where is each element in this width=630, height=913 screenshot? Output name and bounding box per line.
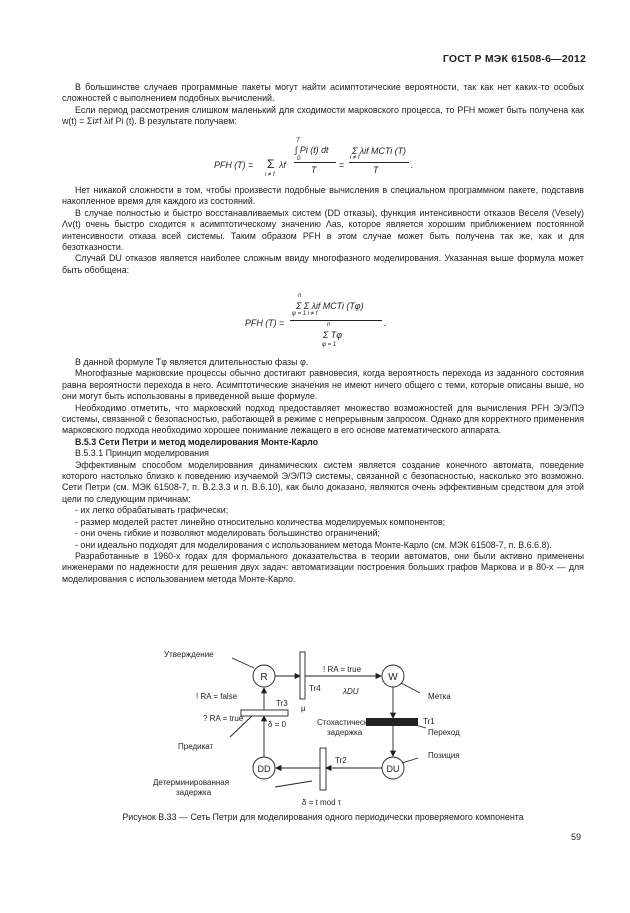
eq1-den2: T	[373, 165, 379, 175]
list-item: - они очень гибкие и позволяют моделировать большинство ограничений;	[75, 528, 381, 539]
section-heading: В.5.3 Сети Петри и метод моделирования Монте-Карло	[75, 436, 319, 447]
ra-true-q-label: ? RA = true	[203, 714, 244, 723]
eq1-sub2: i ≠ f	[350, 155, 360, 161]
paragraph: В большинстве случаев программные пакеты могут найти асимптотические вероятности, так как нет каких-то особых сложностей с выполнением подобных вычислений.	[62, 82, 584, 104]
subsection-heading: В.5.3.1 Принцип моделирования	[75, 448, 209, 459]
stoch-label-2: задержка	[327, 728, 363, 737]
eq1-lhs: PFH (T) =	[214, 160, 254, 170]
transition-tr3	[241, 710, 288, 716]
eq2-den: Σ Tφ	[323, 330, 342, 340]
statement-label: Утверждение	[164, 650, 214, 659]
lambda-du-label: λDU	[343, 687, 359, 696]
tr3-delta-label: δ = 0	[268, 720, 287, 729]
eq2-n1: n	[298, 293, 302, 299]
paragraph: Многофазные марковские процессы обычно достигают равновесия, когда вероятность перехода из заданного состояния равна вероятности перехода в него. Асимптотические значения не имеют ничего общего с теми, которые описаны выше, но они могут быть использованы в приведенной выше формуле.	[62, 368, 584, 402]
ra-true-top-label: ! RA = true	[323, 665, 362, 674]
paragraph: Случай DU отказов является наиболее сложным ввиду многофазного моделирования. Указанная выше формула может быть обобщена:	[62, 253, 584, 275]
place-du-label: DU	[386, 764, 400, 774]
paragraph: Разработанные в 1960-х годах для формального доказательства в теории автоматов, они были активно применены инженерами по надежности для решения двух задач: автоматизации построения больших графов Маркова и в 80-х — для моделирования с использованием метода Монте-Карло.	[62, 550, 584, 584]
eq1-sum: Σ	[267, 157, 275, 171]
place-w-label: W	[388, 672, 398, 683]
page-header: ГОСТ Р МЭК 61508-6—2012	[442, 53, 586, 65]
tr1-label: Tr1	[423, 717, 435, 726]
mu-label: μ	[301, 704, 306, 713]
transition-tr2	[320, 748, 326, 790]
eq2-sub2: φ = 1	[322, 342, 337, 348]
eq1-sub: i ≠ f	[265, 172, 275, 178]
paragraph: Если период рассмотрения слишком маленький для сходимости марковского процесса, то PFH может быть получена как w(t) = Σi≠f λif Pi (t). В результате получаем:	[62, 104, 584, 127]
list-item: - они идеально подходят для моделирования с использованием метода Монте-Карло (см. МЭК 61508-7, п. В.6.6.8).	[75, 539, 552, 550]
eq1-den1: T	[311, 165, 317, 175]
eq2-lhs: PFH (T) =	[245, 318, 285, 328]
ra-false-label: ! RA = false	[196, 692, 238, 701]
stoch-label: Стохастическая	[317, 718, 377, 727]
eq2-sub1: φ = 1 i ≠ f	[292, 311, 318, 317]
transition-label: Переход	[428, 728, 460, 737]
transition-tr4	[300, 652, 305, 699]
predicate-label: Предикат	[178, 742, 214, 751]
figure-caption: Рисунок В.33 — Сеть Петри для моделирования одного периодически проверяемого компонента	[122, 812, 524, 822]
list-item: - размер моделей растет линейно относительно количества моделируемых компонентов;	[75, 516, 446, 527]
page-number: 59	[570, 832, 581, 842]
eq1-int-body: ∫ Pi (t) dt	[295, 145, 329, 155]
tr3-label: Tr3	[276, 699, 288, 708]
eq1-int-top: T	[296, 137, 300, 144]
determ-label-2: задержка	[176, 788, 212, 797]
place-r-label: R	[260, 672, 268, 683]
eq1-num2: Σ λif MCTi (T)	[352, 146, 406, 156]
tr2-label: Tr2	[335, 756, 347, 765]
paragraph: Эффективным способом моделирования динамических систем является создание конечного автомата, поведение которого настолько близко к поведению изучаемой Э/Э/ПЭ системы, связанной с безопасностью, насколько это возможно. Сети Петри (см. МЭК 61508-7, п. В.2.3.3 и п. В.6.10), как было доказано, являются очень эффективным средством для этой цели по следующим причинам:	[62, 459, 584, 504]
eq1-eq: =	[339, 160, 345, 170]
eq2-num: Σ Σ λif MCTi (Tφ)	[296, 301, 364, 311]
eq1-int-low: 0	[297, 156, 301, 162]
eq2-n2: n	[327, 322, 331, 328]
tr4-label: Tr4	[309, 684, 321, 693]
paragraph: Нет никакой сложности в том, чтобы произвести подобные вычисления в специальном программном пакете, подставив накопленное время для каждого из состояний.	[62, 185, 584, 207]
delta-mod-label: δ = t mod τ	[302, 798, 341, 807]
eq1-lambda: λf	[279, 160, 286, 170]
position-label: Позиция	[428, 751, 460, 760]
paragraph: Необходимо отметить, что марковский подход предоставляет множество возможностей для вычисления PFH Э/Э/ПЭ системы, связанной с безопасностью, работающей в режиме с непрерывным запросом. Однако для корректного применения марковского подхода необходимо хорошее понимание лежащего в его основе математического аппарата.	[62, 402, 584, 436]
eq2-dot: .	[384, 318, 387, 328]
paragraph: В случае полностью и быстро восстанавливаемых систем (DD отказы), функция интенсивности отказов Веселя (Vesely) Λv(t) очень быстро сходится к асимптотическому значению Λas, которое является хорошим приближением постоянной интенсивности отказа всей системы. Таким образом PFH в этом случае может быть получена так же, как и для безотказности.	[62, 207, 584, 253]
paragraph: В данной формуле Tφ является длительностью фазы φ.	[75, 357, 309, 367]
determ-label: Детерминированная	[153, 778, 230, 787]
mark-label: Метка	[428, 692, 451, 701]
eq1-dot: .	[411, 160, 414, 170]
place-dd-label: DD	[257, 764, 271, 774]
list-item: - их легко обрабатывать графически;	[75, 505, 229, 516]
